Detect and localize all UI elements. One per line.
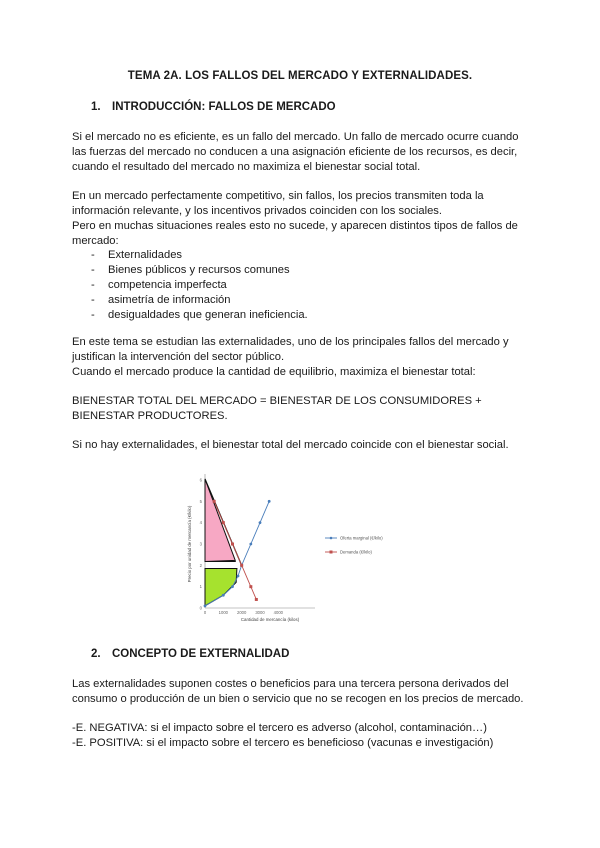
list-item: - Bienes públicos y recursos comunes <box>91 264 290 276</box>
chart-legend <box>325 536 383 555</box>
section-2-title: CONCEPTO DE EXTERNALIDAD <box>112 648 290 660</box>
supply-point <box>249 543 252 546</box>
text-line: cuando el resultado del mercado no maximiza el bienestar social total. <box>72 161 421 173</box>
section-1-heading <box>91 101 336 113</box>
list-item: - desigualdades que generan ineficiencia. <box>91 309 308 321</box>
x-tick-label: 2000 <box>237 610 247 615</box>
text-line: justifican la intervención del sector público. <box>72 351 285 363</box>
y-tick-label: 5 <box>199 498 202 504</box>
supply-demand-chart <box>175 466 435 630</box>
legend-demand-marker <box>330 551 333 554</box>
text-line: Las externalidades suponen costes o beneficios para una tercera persona derivados del <box>72 678 509 690</box>
text-line: -E. NEGATIVA: si el impacto sobre el tercero es adverso (alcohol, contaminación…) <box>72 722 487 734</box>
text-line: consumo o producción de un bien o servicio que no se recogen en los precios de mercado. <box>72 693 524 705</box>
consumer-surplus-area <box>205 479 235 562</box>
paragraph-externalities-intro <box>72 335 532 380</box>
text-line: las fuerzas del mercado no conducen a una asignación eficiente de los recursos, es decir, <box>72 146 518 158</box>
y-tick-label: 6 <box>199 477 202 483</box>
text-line: Si no hay externalidades, el bienestar total del mercado coincide con el bienestar social. <box>72 439 509 451</box>
y-tick-label: 0 <box>199 605 202 611</box>
legend-label: Demanda (€/kilo) <box>340 549 372 555</box>
list-item: - competencia imperfecta <box>91 279 227 291</box>
legend-label: Oferta marginal (€/kilo) <box>340 535 383 541</box>
demand-point <box>249 585 252 588</box>
supply-point <box>204 604 207 607</box>
demand-point <box>213 500 216 503</box>
document-title: TEMA 2A. LOS FALLOS DEL MERCADO Y EXTERNALIDADES. <box>127 70 473 82</box>
y-tick-label: 2 <box>199 562 202 568</box>
text-line: mercado: <box>72 235 119 247</box>
text-line: BIENESTAR TOTAL DEL MERCADO = BIENESTAR DE LOS CONSUMIDORES + <box>72 395 482 407</box>
chart-labels <box>187 478 300 623</box>
y-tick-label: 3 <box>199 541 202 547</box>
list-item: - asimetría de información <box>91 294 231 306</box>
chart-areas <box>205 479 242 606</box>
text-line: Pero en muchas situaciones reales esto no sucede, y aparecen distintos tipos de fallos de <box>72 220 518 232</box>
list-item: - Externalidades <box>91 249 183 261</box>
supply-point <box>268 500 271 503</box>
text-line: En un mercado perfectamente competitivo, sin fallos, los precios transmiten toda la <box>72 190 484 202</box>
x-axis-title: Cantidad de mercancía (kilos) <box>240 617 300 622</box>
x-tick-label: 3000 <box>255 610 265 615</box>
supply-point <box>231 585 234 588</box>
text-line: -E. POSITIVA: si el impacto sobre el tercero es beneficioso (vacunas e investigación) <box>72 737 494 749</box>
y-tick-label: 1 <box>199 584 202 590</box>
x-tick-label: 4000 <box>273 610 283 615</box>
demand-point <box>231 543 234 546</box>
demand-point <box>240 564 243 567</box>
supply-point <box>237 575 240 578</box>
section-1-title: INTRODUCCIÓN: FALLOS DE MERCADO <box>112 101 336 113</box>
paragraph-perfect-competition <box>72 189 532 249</box>
y-tick-label: 4 <box>199 520 202 526</box>
demand-point <box>255 598 258 601</box>
section-1-number: 1. <box>91 101 101 113</box>
x-tick-label: 0 <box>203 610 207 615</box>
supply-point <box>259 521 262 524</box>
supply-point <box>222 594 225 597</box>
paragraph-no-externalities <box>72 438 532 453</box>
paragraph-total-welfare <box>72 394 532 424</box>
text-line: información relevante, y los incentivos privados coinciden con los sociales. <box>72 205 442 217</box>
y-axis-title: Precio por unidad de mercancía (€/kilo) <box>187 505 192 583</box>
failures-list <box>91 248 308 323</box>
section-2-heading <box>91 648 289 660</box>
x-tick-label: 1000 <box>218 610 228 615</box>
text-line: Cuando el mercado produce la cantidad de equilibrio, maximiza el bienestar total: <box>72 366 476 378</box>
text-line: Si el mercado no es eficiente, es un fallo del mercado. Un fallo de mercado ocurre cuando <box>72 131 519 143</box>
paragraph-externality-definition <box>72 677 532 707</box>
paragraph-externality-types <box>72 721 532 751</box>
text-line: BIENESTAR PRODUCTORES. <box>72 410 228 422</box>
section-2-number: 2. <box>91 648 101 660</box>
demand-point <box>222 521 225 524</box>
paragraph-market-failure <box>72 130 532 175</box>
text-line: En este tema se estudian las externalidades, uno de los principales fallos del mercado y <box>72 336 509 348</box>
legend-supply-marker <box>330 537 333 540</box>
